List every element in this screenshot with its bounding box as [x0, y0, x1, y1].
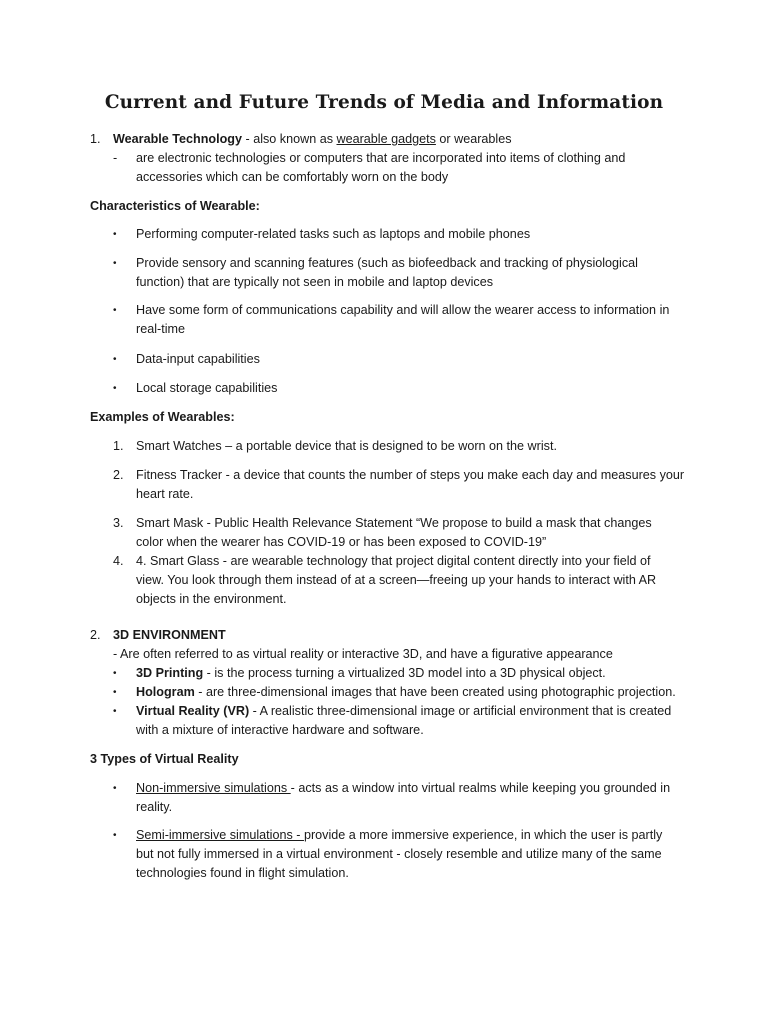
example-number: 3.: [113, 516, 124, 530]
example-item: Smart Mask - Public Health Relevance Statement “We propose to build a mask that changes: [136, 516, 652, 530]
bullet-icon: •: [113, 258, 117, 269]
vr-type-continuation: reality.: [136, 800, 173, 814]
example-number: 4.: [113, 554, 124, 568]
wearable-gadgets-term: wearable gadgets: [336, 132, 436, 146]
vr-types-heading: 3 Types of Virtual Reality: [90, 752, 239, 766]
vr-type-desc: provide a more immersive experience, in which the user is partly: [303, 828, 663, 842]
3d-item-continuation: with a mixture of interactive hardware and software.: [136, 723, 424, 737]
vr-type-term: Semi-immersive simulations -: [136, 828, 304, 842]
3d-item-desc: - are three-dimensional images that have been created using photographic projection.: [194, 685, 676, 699]
3d-item-desc: - is the process turning a virtualized 3D model into a 3D physical object.: [203, 666, 606, 680]
example-item: 4. Smart Glass - are wearable technology that project digital content directly into your field of: [136, 554, 651, 568]
bullet-icon: •: [113, 229, 117, 240]
section2-intro: - Are often referred to as virtual reality or interactive 3D, and have a figurative appearance: [113, 647, 613, 661]
dash-marker: -: [113, 151, 118, 165]
bullet-icon: •: [113, 354, 117, 365]
example-number: 1.: [113, 439, 124, 453]
vr-type-item: [136, 779, 670, 798]
vr-type-term: Non-immersive simulations: [136, 781, 291, 795]
section2-heading: 3D ENVIRONMENT: [113, 628, 226, 642]
example-item: objects in the environment.: [136, 592, 287, 606]
vr-type-item: [136, 826, 662, 845]
section1-intro: [113, 130, 512, 149]
vr-type-desc: - acts as a window into virtual realms while keeping you grounded in: [290, 781, 671, 795]
characteristic-item: Local storage capabilities: [136, 381, 278, 395]
3d-item-term: Virtual Reality (VR): [136, 704, 250, 718]
bullet-icon: •: [113, 668, 117, 679]
page-title: Current and Future Trends of Media and Information: [104, 92, 664, 113]
examples-heading: Examples of Wearables:: [90, 410, 235, 424]
bullet-icon: •: [113, 830, 117, 841]
section1-intro-post: or wearables: [435, 132, 512, 146]
section2-number: 2.: [90, 628, 101, 642]
vr-type-continuation: but not fully immersed in a virtual environment - closely resemble and utilize many of the same: [136, 847, 662, 861]
bullet-icon: •: [113, 305, 117, 316]
bullet-icon: •: [113, 383, 117, 394]
bullet-icon: •: [113, 783, 117, 794]
definition-line: are electronic technologies or computers that are incorporated into items of clothing and: [136, 151, 626, 165]
3d-item: [136, 664, 606, 683]
definition-line: accessories which can be comfortably worn on the body: [136, 170, 449, 184]
characteristic-item: Performing computer-related tasks such as laptops and mobile phones: [136, 227, 531, 241]
example-item: Fitness Tracker - a device that counts the number of steps you make each day and measures your: [136, 468, 685, 482]
bullet-icon: •: [113, 706, 117, 717]
3d-item-term: 3D Printing: [136, 666, 204, 680]
example-item: color when the wearer has COVID-19 or has been exposed to COVID-19”: [136, 535, 547, 549]
example-item: Smart Watches – a portable device that is designed to be worn on the wrist.: [136, 439, 557, 453]
example-number: 2.: [113, 468, 124, 482]
3d-item-desc: - A realistic three-dimensional image or artificial environment that is created: [249, 704, 672, 718]
section1-intro-pre: - also known as: [242, 132, 337, 146]
example-item: view. You look through them instead of at a screen—freeing up your hands to interact with AR: [136, 573, 657, 587]
3d-item: [136, 702, 671, 721]
bullet-icon: •: [113, 687, 117, 698]
3d-item: [136, 683, 676, 702]
characteristic-item: Have some form of communications capability and will allow the wearer access to information in: [136, 303, 670, 317]
section1-heading: Wearable Technology: [113, 132, 242, 146]
characteristic-item: function) that are typically not seen in mobile and laptop devices: [136, 275, 494, 289]
3d-item-term: Hologram: [136, 685, 195, 699]
characteristic-item: Data-input capabilities: [136, 352, 260, 366]
characteristics-heading: Characteristics of Wearable:: [90, 199, 260, 213]
characteristic-item: real-time: [136, 322, 185, 336]
vr-type-continuation: technologies found in flight simulation.: [136, 866, 349, 880]
characteristic-item: Provide sensory and scanning features (such as biofeedback and tracking of physiological: [136, 256, 638, 270]
example-item: heart rate.: [136, 487, 194, 501]
section1-number: 1.: [90, 132, 101, 146]
